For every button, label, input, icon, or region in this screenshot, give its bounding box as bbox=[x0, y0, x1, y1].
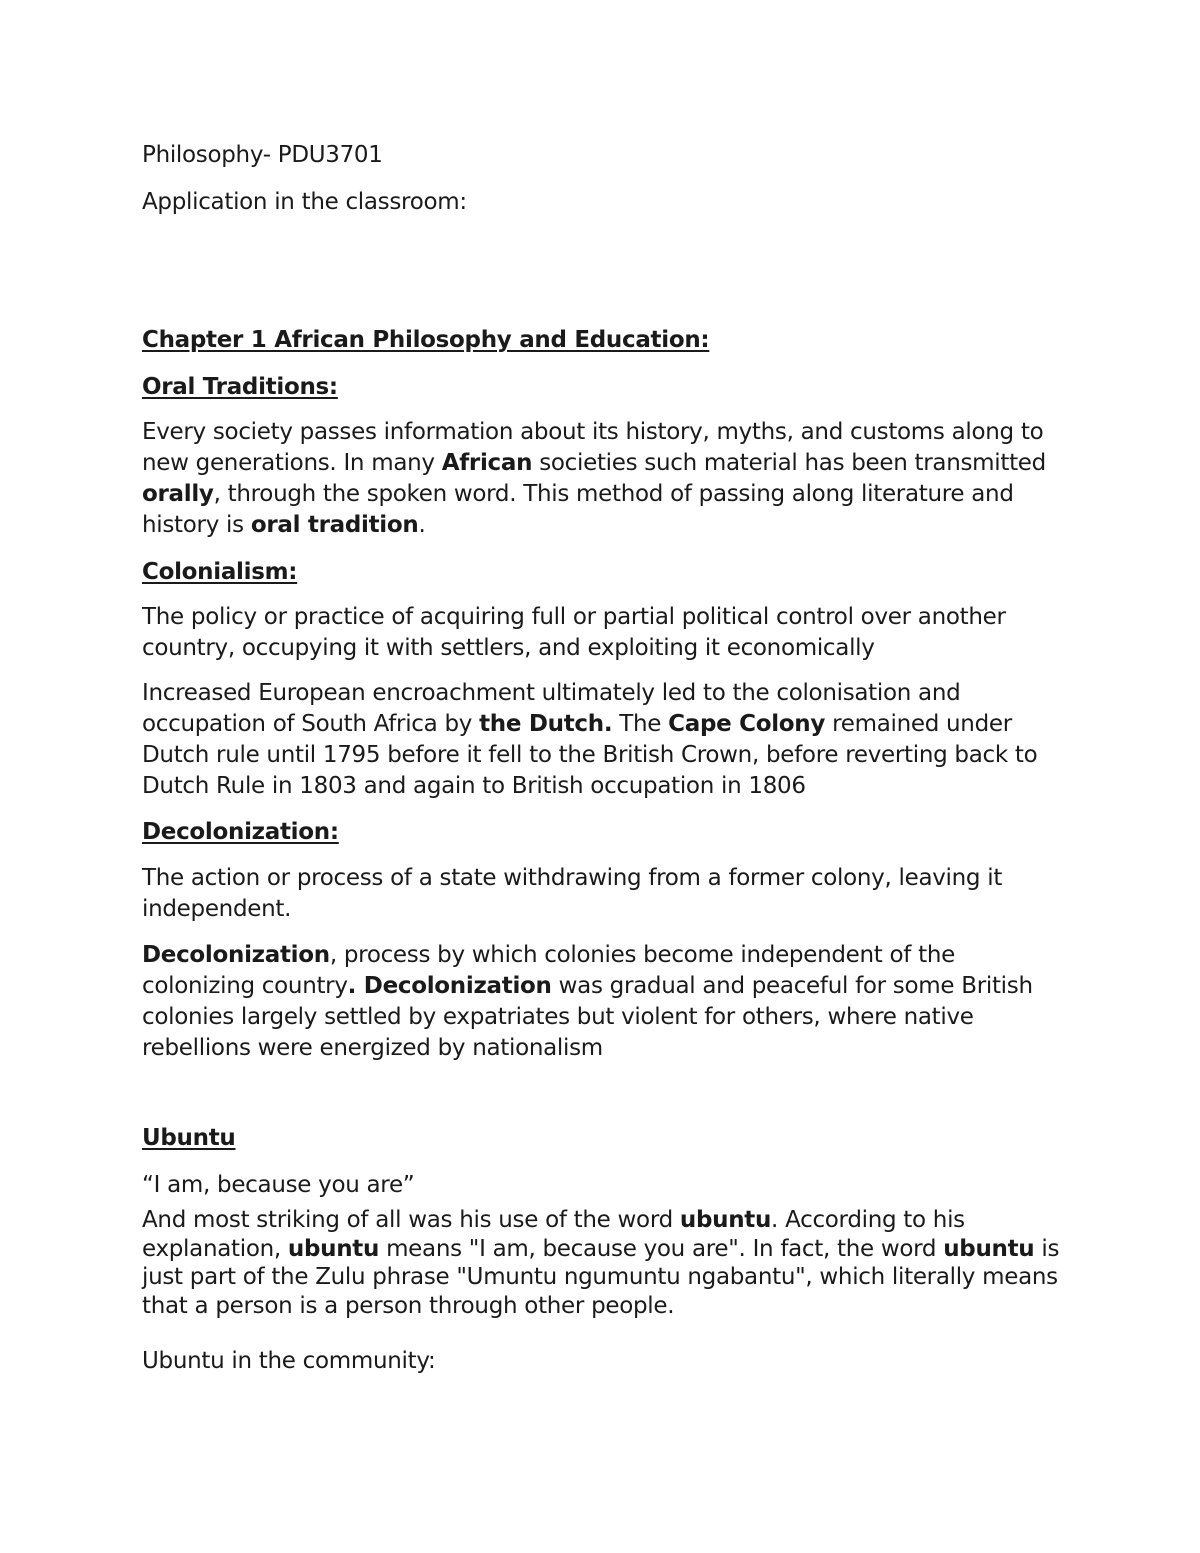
ubuntu-heading: Ubuntu bbox=[142, 1125, 236, 1151]
course-title: Philosophy- PDU3701 bbox=[142, 142, 383, 168]
oral-traditions-heading: Oral Traditions: bbox=[142, 374, 338, 400]
ubuntu-community-label: Ubuntu in the community: bbox=[142, 1348, 436, 1374]
decolonization-definition: The action or process of a state withdrawing from a former colony, leaving it independent. bbox=[142, 865, 1003, 922]
decolonization-heading: Decolonization: bbox=[142, 819, 339, 845]
oral-traditions-paragraph: Every society passes information about its history, myths, and customs along to new generations. In many African societies such material has been transmitted orally, through the spoken word. This method of passing along literature and history is oral tradition. bbox=[142, 419, 1046, 538]
ubuntu-quote: “I am, because you are” bbox=[142, 1172, 415, 1198]
application-label: Application in the classroom: bbox=[142, 189, 467, 215]
colonialism-heading: Colonialism: bbox=[142, 559, 298, 585]
colonialism-history: Increased European encroachment ultimately led to the colonisation and occupation of South Africa by the Dutch. The Cape Colony remained under Dutch rule until 1795 before it fell to the British Crown, before reverting back to Dutch Rule in 1803 and again to British occupation in 1806 bbox=[142, 680, 1038, 799]
chapter-title: Chapter 1 African Philosophy and Education: bbox=[142, 327, 710, 353]
decolonization-description: Decolonization, process by which colonies become independent of the colonizing country. Decolonization was gradual and peaceful for some British colonies largely settled by expatriates but violent for others, where native rebellions were energized by nationalism bbox=[142, 942, 1033, 1061]
ubuntu-paragraph: And most striking of all was his use of the word ubuntu. According to his explanation, ubuntu means "I am, because you are". In fact, the word ubuntu is just part of the Zulu phrase "Umuntu ngumuntu ngabantu", which literally means that a person is a person through other people. bbox=[142, 1207, 1060, 1319]
colonialism-definition: The policy or practice of acquiring full or partial political control over another country, occupying it with settlers, and exploiting it economically bbox=[142, 604, 1006, 661]
